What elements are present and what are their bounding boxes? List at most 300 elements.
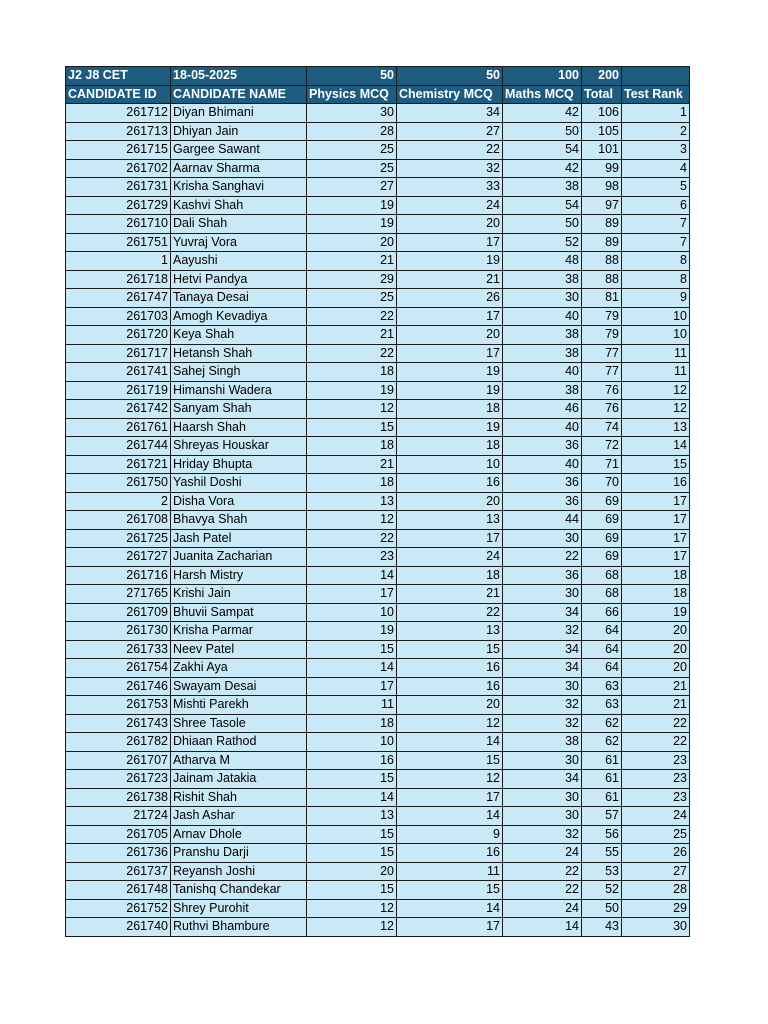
test-rank-cell[interactable]: 9 — [622, 289, 690, 308]
candidate-name-cell[interactable]: Hetansh Shah — [171, 344, 307, 363]
test-rank-cell[interactable]: 7 — [622, 233, 690, 252]
test-rank-cell[interactable]: 8 — [622, 252, 690, 271]
chemistry-score-cell[interactable]: 20 — [397, 696, 503, 715]
maths-score-cell[interactable]: 34 — [503, 640, 582, 659]
physics-score-cell[interactable]: 14 — [307, 566, 397, 585]
candidate-name-cell[interactable]: Shree Tasole — [171, 714, 307, 733]
candidate-id-cell[interactable]: 261747 — [66, 289, 171, 308]
physics-score-cell[interactable]: 11 — [307, 696, 397, 715]
total-score-cell[interactable]: 101 — [582, 141, 622, 160]
total-score-cell[interactable]: 76 — [582, 400, 622, 419]
physics-score-cell[interactable]: 29 — [307, 270, 397, 289]
maths-score-cell[interactable]: 34 — [503, 770, 582, 789]
chemistry-score-cell[interactable]: 13 — [397, 622, 503, 641]
total-max-cell[interactable]: 200 — [582, 67, 622, 86]
test-rank-cell[interactable]: 3 — [622, 141, 690, 160]
chemistry-score-cell[interactable]: 26 — [397, 289, 503, 308]
candidate-name-cell[interactable]: Gargee Sawant — [171, 141, 307, 160]
maths-score-cell[interactable]: 36 — [503, 437, 582, 456]
total-score-cell[interactable]: 64 — [582, 640, 622, 659]
test-rank-cell[interactable]: 17 — [622, 511, 690, 530]
total-score-cell[interactable]: 61 — [582, 788, 622, 807]
physics-score-cell[interactable]: 12 — [307, 511, 397, 530]
maths-score-cell[interactable]: 38 — [503, 381, 582, 400]
chemistry-score-cell[interactable]: 14 — [397, 899, 503, 918]
candidate-id-cell[interactable]: 1 — [66, 252, 171, 271]
column-header-physics[interactable]: Physics MCQ — [307, 85, 397, 104]
candidate-id-cell[interactable]: 261743 — [66, 714, 171, 733]
candidate-name-cell[interactable]: Pranshu Darji — [171, 844, 307, 863]
maths-score-cell[interactable]: 36 — [503, 492, 582, 511]
candidate-name-cell[interactable]: Bhavya Shah — [171, 511, 307, 530]
physics-score-cell[interactable]: 16 — [307, 751, 397, 770]
physics-score-cell[interactable]: 12 — [307, 899, 397, 918]
total-score-cell[interactable]: 89 — [582, 215, 622, 234]
candidate-id-cell[interactable]: 261753 — [66, 696, 171, 715]
candidate-name-cell[interactable]: Yashil Doshi — [171, 474, 307, 493]
candidate-name-cell[interactable]: Jash Ashar — [171, 807, 307, 826]
test-rank-cell[interactable]: 19 — [622, 603, 690, 622]
physics-score-cell[interactable]: 10 — [307, 603, 397, 622]
maths-score-cell[interactable]: 30 — [503, 788, 582, 807]
maths-score-cell[interactable]: 34 — [503, 659, 582, 678]
test-rank-cell[interactable]: 25 — [622, 825, 690, 844]
candidate-name-cell[interactable]: Sanyam Shah — [171, 400, 307, 419]
chemistry-score-cell[interactable]: 32 — [397, 159, 503, 178]
candidate-name-cell[interactable]: Aayushi — [171, 252, 307, 271]
physics-score-cell[interactable]: 12 — [307, 400, 397, 419]
candidate-name-cell[interactable]: Shrey Purohit — [171, 899, 307, 918]
maths-score-cell[interactable]: 52 — [503, 233, 582, 252]
total-score-cell[interactable]: 53 — [582, 862, 622, 881]
test-rank-cell[interactable]: 15 — [622, 455, 690, 474]
candidate-name-cell[interactable]: Tanishq Chandekar — [171, 881, 307, 900]
candidate-name-cell[interactable]: Shreyas Houskar — [171, 437, 307, 456]
chemistry-score-cell[interactable]: 27 — [397, 122, 503, 141]
physics-score-cell[interactable]: 21 — [307, 326, 397, 345]
candidate-id-cell[interactable]: 261752 — [66, 899, 171, 918]
candidate-id-cell[interactable]: 261741 — [66, 363, 171, 382]
maths-score-cell[interactable]: 54 — [503, 196, 582, 215]
test-rank-cell[interactable]: 5 — [622, 178, 690, 197]
physics-score-cell[interactable]: 18 — [307, 437, 397, 456]
column-header-test-rank[interactable]: Test Rank — [622, 85, 690, 104]
candidate-id-cell[interactable]: 261703 — [66, 307, 171, 326]
physics-score-cell[interactable]: 19 — [307, 622, 397, 641]
candidate-name-cell[interactable]: Jainam Jatakia — [171, 770, 307, 789]
candidate-name-cell[interactable]: Sahej Singh — [171, 363, 307, 382]
chemistry-score-cell[interactable]: 10 — [397, 455, 503, 474]
candidate-id-cell[interactable]: 261720 — [66, 326, 171, 345]
column-header-candidate-id[interactable]: CANDIDATE ID — [66, 85, 171, 104]
total-score-cell[interactable]: 69 — [582, 548, 622, 567]
physics-score-cell[interactable]: 25 — [307, 289, 397, 308]
chemistry-score-cell[interactable]: 9 — [397, 825, 503, 844]
maths-score-cell[interactable]: 30 — [503, 751, 582, 770]
total-score-cell[interactable]: 64 — [582, 622, 622, 641]
chemistry-score-cell[interactable]: 19 — [397, 418, 503, 437]
candidate-id-cell[interactable]: 261750 — [66, 474, 171, 493]
maths-score-cell[interactable]: 54 — [503, 141, 582, 160]
physics-score-cell[interactable]: 18 — [307, 714, 397, 733]
chemistry-score-cell[interactable]: 20 — [397, 492, 503, 511]
candidate-id-cell[interactable]: 261729 — [66, 196, 171, 215]
physics-score-cell[interactable]: 21 — [307, 252, 397, 271]
test-rank-cell[interactable]: 20 — [622, 640, 690, 659]
maths-score-cell[interactable]: 42 — [503, 159, 582, 178]
chemistry-score-cell[interactable]: 22 — [397, 603, 503, 622]
candidate-name-cell[interactable]: Atharva M — [171, 751, 307, 770]
physics-score-cell[interactable]: 17 — [307, 585, 397, 604]
candidate-id-cell[interactable]: 261719 — [66, 381, 171, 400]
chemistry-score-cell[interactable]: 12 — [397, 714, 503, 733]
candidate-id-cell[interactable]: 261738 — [66, 788, 171, 807]
chemistry-score-cell[interactable]: 21 — [397, 270, 503, 289]
maths-score-cell[interactable]: 14 — [503, 918, 582, 937]
test-rank-cell[interactable]: 29 — [622, 899, 690, 918]
total-score-cell[interactable]: 81 — [582, 289, 622, 308]
test-rank-cell[interactable]: 12 — [622, 381, 690, 400]
candidate-name-cell[interactable]: Hriday Bhupta — [171, 455, 307, 474]
candidate-id-cell[interactable]: 261740 — [66, 918, 171, 937]
physics-score-cell[interactable]: 22 — [307, 344, 397, 363]
total-score-cell[interactable]: 71 — [582, 455, 622, 474]
physics-score-cell[interactable]: 23 — [307, 548, 397, 567]
total-score-cell[interactable]: 62 — [582, 714, 622, 733]
maths-score-cell[interactable]: 34 — [503, 603, 582, 622]
total-score-cell[interactable]: 56 — [582, 825, 622, 844]
physics-score-cell[interactable]: 12 — [307, 918, 397, 937]
candidate-id-cell[interactable]: 261730 — [66, 622, 171, 641]
test-date-cell[interactable]: 18-05-2025 — [171, 67, 307, 86]
candidate-name-cell[interactable]: Yuvraj Vora — [171, 233, 307, 252]
candidate-id-cell[interactable]: 261744 — [66, 437, 171, 456]
chemistry-score-cell[interactable]: 24 — [397, 196, 503, 215]
chemistry-score-cell[interactable]: 15 — [397, 881, 503, 900]
candidate-id-cell[interactable]: 261712 — [66, 104, 171, 123]
maths-score-cell[interactable]: 30 — [503, 807, 582, 826]
physics-score-cell[interactable]: 22 — [307, 529, 397, 548]
chemistry-score-cell[interactable]: 11 — [397, 862, 503, 881]
chemistry-score-cell[interactable]: 19 — [397, 381, 503, 400]
chemistry-score-cell[interactable]: 12 — [397, 770, 503, 789]
total-score-cell[interactable]: 89 — [582, 233, 622, 252]
total-score-cell[interactable]: 69 — [582, 492, 622, 511]
total-score-cell[interactable]: 79 — [582, 307, 622, 326]
chemistry-score-cell[interactable]: 17 — [397, 529, 503, 548]
physics-score-cell[interactable]: 15 — [307, 418, 397, 437]
test-rank-cell[interactable]: 20 — [622, 622, 690, 641]
physics-score-cell[interactable]: 21 — [307, 455, 397, 474]
candidate-id-cell[interactable]: 21724 — [66, 807, 171, 826]
candidate-name-cell[interactable]: Dhiyan Jain — [171, 122, 307, 141]
chemistry-score-cell[interactable]: 19 — [397, 363, 503, 382]
candidate-name-cell[interactable]: Krisha Sanghavi — [171, 178, 307, 197]
test-name-cell[interactable]: J2 J8 CET — [66, 67, 171, 86]
candidate-id-cell[interactable]: 261716 — [66, 566, 171, 585]
physics-score-cell[interactable]: 15 — [307, 770, 397, 789]
chemistry-max-cell[interactable]: 50 — [397, 67, 503, 86]
test-rank-cell[interactable]: 20 — [622, 659, 690, 678]
chemistry-score-cell[interactable]: 18 — [397, 566, 503, 585]
candidate-id-cell[interactable]: 261710 — [66, 215, 171, 234]
physics-score-cell[interactable]: 19 — [307, 215, 397, 234]
test-rank-cell[interactable]: 16 — [622, 474, 690, 493]
test-rank-cell[interactable]: 28 — [622, 881, 690, 900]
maths-score-cell[interactable]: 38 — [503, 733, 582, 752]
total-score-cell[interactable]: 66 — [582, 603, 622, 622]
maths-score-cell[interactable]: 50 — [503, 122, 582, 141]
test-rank-cell[interactable]: 11 — [622, 344, 690, 363]
candidate-id-cell[interactable]: 261733 — [66, 640, 171, 659]
candidate-name-cell[interactable]: Swayam Desai — [171, 677, 307, 696]
physics-score-cell[interactable]: 19 — [307, 381, 397, 400]
candidate-name-cell[interactable]: Disha Vora — [171, 492, 307, 511]
physics-score-cell[interactable]: 19 — [307, 196, 397, 215]
candidate-id-cell[interactable]: 261748 — [66, 881, 171, 900]
maths-score-cell[interactable]: 40 — [503, 418, 582, 437]
candidate-id-cell[interactable]: 261746 — [66, 677, 171, 696]
candidate-id-cell[interactable]: 261715 — [66, 141, 171, 160]
candidate-id-cell[interactable]: 261725 — [66, 529, 171, 548]
candidate-name-cell[interactable]: Rishit Shah — [171, 788, 307, 807]
physics-score-cell[interactable]: 15 — [307, 825, 397, 844]
total-score-cell[interactable]: 61 — [582, 751, 622, 770]
candidate-name-cell[interactable]: Krishi Jain — [171, 585, 307, 604]
chemistry-score-cell[interactable]: 15 — [397, 640, 503, 659]
physics-score-cell[interactable]: 15 — [307, 640, 397, 659]
candidate-name-cell[interactable]: Mishti Parekh — [171, 696, 307, 715]
maths-score-cell[interactable]: 22 — [503, 881, 582, 900]
maths-score-cell[interactable]: 46 — [503, 400, 582, 419]
candidate-id-cell[interactable]: 261717 — [66, 344, 171, 363]
physics-score-cell[interactable]: 20 — [307, 862, 397, 881]
maths-score-cell[interactable]: 50 — [503, 215, 582, 234]
total-score-cell[interactable]: 57 — [582, 807, 622, 826]
test-rank-cell[interactable]: 30 — [622, 918, 690, 937]
chemistry-score-cell[interactable]: 20 — [397, 215, 503, 234]
maths-score-cell[interactable]: 32 — [503, 622, 582, 641]
total-score-cell[interactable]: 106 — [582, 104, 622, 123]
total-score-cell[interactable]: 68 — [582, 566, 622, 585]
total-score-cell[interactable]: 76 — [582, 381, 622, 400]
test-rank-cell[interactable]: 10 — [622, 307, 690, 326]
maths-score-cell[interactable]: 30 — [503, 529, 582, 548]
candidate-id-cell[interactable]: 261708 — [66, 511, 171, 530]
maths-score-cell[interactable]: 48 — [503, 252, 582, 271]
candidate-name-cell[interactable]: Krisha Parmar — [171, 622, 307, 641]
column-header-maths[interactable]: Maths MCQ — [503, 85, 582, 104]
candidate-id-cell[interactable]: 261731 — [66, 178, 171, 197]
test-rank-cell[interactable]: 18 — [622, 585, 690, 604]
candidate-name-cell[interactable]: Zakhi Aya — [171, 659, 307, 678]
maths-score-cell[interactable]: 36 — [503, 474, 582, 493]
total-score-cell[interactable]: 69 — [582, 529, 622, 548]
candidate-name-cell[interactable]: Bhuvii Sampat — [171, 603, 307, 622]
candidate-id-cell[interactable]: 261737 — [66, 862, 171, 881]
test-rank-cell[interactable]: 23 — [622, 788, 690, 807]
candidate-id-cell[interactable]: 261705 — [66, 825, 171, 844]
physics-score-cell[interactable]: 15 — [307, 844, 397, 863]
total-score-cell[interactable]: 52 — [582, 881, 622, 900]
candidate-name-cell[interactable]: Reyansh Joshi — [171, 862, 307, 881]
physics-score-cell[interactable]: 10 — [307, 733, 397, 752]
chemistry-score-cell[interactable]: 34 — [397, 104, 503, 123]
test-rank-cell[interactable]: 17 — [622, 548, 690, 567]
rank-blank-cell[interactable] — [622, 67, 690, 86]
test-rank-cell[interactable]: 22 — [622, 733, 690, 752]
test-rank-cell[interactable]: 12 — [622, 400, 690, 419]
chemistry-score-cell[interactable]: 17 — [397, 788, 503, 807]
chemistry-score-cell[interactable]: 14 — [397, 807, 503, 826]
total-score-cell[interactable]: 55 — [582, 844, 622, 863]
maths-score-cell[interactable]: 38 — [503, 344, 582, 363]
total-score-cell[interactable]: 98 — [582, 178, 622, 197]
chemistry-score-cell[interactable]: 16 — [397, 844, 503, 863]
maths-score-cell[interactable]: 30 — [503, 677, 582, 696]
total-score-cell[interactable]: 69 — [582, 511, 622, 530]
physics-score-cell[interactable]: 14 — [307, 788, 397, 807]
physics-score-cell[interactable]: 20 — [307, 233, 397, 252]
chemistry-score-cell[interactable]: 15 — [397, 751, 503, 770]
candidate-name-cell[interactable]: Tanaya Desai — [171, 289, 307, 308]
total-score-cell[interactable]: 105 — [582, 122, 622, 141]
physics-score-cell[interactable]: 18 — [307, 474, 397, 493]
total-score-cell[interactable]: 99 — [582, 159, 622, 178]
candidate-name-cell[interactable]: Arnav Dhole — [171, 825, 307, 844]
physics-score-cell[interactable]: 13 — [307, 492, 397, 511]
maths-score-cell[interactable]: 32 — [503, 714, 582, 733]
test-rank-cell[interactable]: 1 — [622, 104, 690, 123]
physics-score-cell[interactable]: 28 — [307, 122, 397, 141]
candidate-id-cell[interactable]: 2 — [66, 492, 171, 511]
test-rank-cell[interactable]: 7 — [622, 215, 690, 234]
total-score-cell[interactable]: 77 — [582, 344, 622, 363]
maths-score-cell[interactable]: 38 — [503, 270, 582, 289]
candidate-name-cell[interactable]: Juanita Zacharian — [171, 548, 307, 567]
chemistry-score-cell[interactable]: 16 — [397, 677, 503, 696]
chemistry-score-cell[interactable]: 14 — [397, 733, 503, 752]
total-score-cell[interactable]: 43 — [582, 918, 622, 937]
candidate-id-cell[interactable]: 261754 — [66, 659, 171, 678]
total-score-cell[interactable]: 68 — [582, 585, 622, 604]
total-score-cell[interactable]: 77 — [582, 363, 622, 382]
chemistry-score-cell[interactable]: 22 — [397, 141, 503, 160]
candidate-name-cell[interactable]: Kashvi Shah — [171, 196, 307, 215]
candidate-id-cell[interactable]: 261723 — [66, 770, 171, 789]
chemistry-score-cell[interactable]: 16 — [397, 659, 503, 678]
physics-score-cell[interactable]: 25 — [307, 141, 397, 160]
test-rank-cell[interactable]: 13 — [622, 418, 690, 437]
chemistry-score-cell[interactable]: 17 — [397, 233, 503, 252]
physics-score-cell[interactable]: 25 — [307, 159, 397, 178]
chemistry-score-cell[interactable]: 33 — [397, 178, 503, 197]
chemistry-score-cell[interactable]: 18 — [397, 400, 503, 419]
candidate-id-cell[interactable]: 261727 — [66, 548, 171, 567]
maths-score-cell[interactable]: 30 — [503, 289, 582, 308]
test-rank-cell[interactable]: 17 — [622, 492, 690, 511]
total-score-cell[interactable]: 88 — [582, 252, 622, 271]
candidate-name-cell[interactable]: Dhiaan Rathod — [171, 733, 307, 752]
maths-score-cell[interactable]: 22 — [503, 548, 582, 567]
total-score-cell[interactable]: 97 — [582, 196, 622, 215]
chemistry-score-cell[interactable]: 17 — [397, 344, 503, 363]
test-rank-cell[interactable]: 21 — [622, 696, 690, 715]
candidate-id-cell[interactable]: 261736 — [66, 844, 171, 863]
physics-score-cell[interactable]: 17 — [307, 677, 397, 696]
candidate-id-cell[interactable]: 261721 — [66, 455, 171, 474]
total-score-cell[interactable]: 88 — [582, 270, 622, 289]
test-rank-cell[interactable]: 22 — [622, 714, 690, 733]
column-header-chemistry[interactable]: Chemistry MCQ — [397, 85, 503, 104]
candidate-id-cell[interactable]: 261707 — [66, 751, 171, 770]
total-score-cell[interactable]: 61 — [582, 770, 622, 789]
test-rank-cell[interactable]: 24 — [622, 807, 690, 826]
candidate-name-cell[interactable]: Jash Patel — [171, 529, 307, 548]
candidate-name-cell[interactable]: Hetvi Pandya — [171, 270, 307, 289]
test-rank-cell[interactable]: 18 — [622, 566, 690, 585]
chemistry-score-cell[interactable]: 18 — [397, 437, 503, 456]
column-header-total[interactable]: Total — [582, 85, 622, 104]
total-score-cell[interactable]: 79 — [582, 326, 622, 345]
chemistry-score-cell[interactable]: 19 — [397, 252, 503, 271]
chemistry-score-cell[interactable]: 20 — [397, 326, 503, 345]
maths-score-cell[interactable]: 30 — [503, 585, 582, 604]
candidate-name-cell[interactable]: Neev Patel — [171, 640, 307, 659]
candidate-id-cell[interactable]: 261782 — [66, 733, 171, 752]
maths-score-cell[interactable]: 38 — [503, 178, 582, 197]
test-rank-cell[interactable]: 21 — [622, 677, 690, 696]
chemistry-score-cell[interactable]: 17 — [397, 307, 503, 326]
maths-score-cell[interactable]: 32 — [503, 696, 582, 715]
physics-max-cell[interactable]: 50 — [307, 67, 397, 86]
maths-score-cell[interactable]: 24 — [503, 899, 582, 918]
total-score-cell[interactable]: 63 — [582, 677, 622, 696]
physics-score-cell[interactable]: 15 — [307, 881, 397, 900]
candidate-name-cell[interactable]: Himanshi Wadera — [171, 381, 307, 400]
physics-score-cell[interactable]: 13 — [307, 807, 397, 826]
maths-score-cell[interactable]: 40 — [503, 455, 582, 474]
maths-score-cell[interactable]: 36 — [503, 566, 582, 585]
maths-score-cell[interactable]: 44 — [503, 511, 582, 530]
candidate-id-cell[interactable]: 261761 — [66, 418, 171, 437]
candidate-id-cell[interactable]: 261742 — [66, 400, 171, 419]
test-rank-cell[interactable]: 14 — [622, 437, 690, 456]
maths-score-cell[interactable]: 42 — [503, 104, 582, 123]
maths-max-cell[interactable]: 100 — [503, 67, 582, 86]
physics-score-cell[interactable]: 27 — [307, 178, 397, 197]
total-score-cell[interactable]: 50 — [582, 899, 622, 918]
maths-score-cell[interactable]: 38 — [503, 326, 582, 345]
total-score-cell[interactable]: 62 — [582, 733, 622, 752]
physics-score-cell[interactable]: 30 — [307, 104, 397, 123]
maths-score-cell[interactable]: 22 — [503, 862, 582, 881]
candidate-name-cell[interactable]: Harsh Mistry — [171, 566, 307, 585]
test-rank-cell[interactable]: 8 — [622, 270, 690, 289]
test-rank-cell[interactable]: 11 — [622, 363, 690, 382]
candidate-name-cell[interactable]: Aarnav Sharma — [171, 159, 307, 178]
candidate-name-cell[interactable]: Keya Shah — [171, 326, 307, 345]
test-rank-cell[interactable]: 10 — [622, 326, 690, 345]
maths-score-cell[interactable]: 24 — [503, 844, 582, 863]
test-rank-cell[interactable]: 4 — [622, 159, 690, 178]
total-score-cell[interactable]: 63 — [582, 696, 622, 715]
total-score-cell[interactable]: 70 — [582, 474, 622, 493]
chemistry-score-cell[interactable]: 17 — [397, 918, 503, 937]
maths-score-cell[interactable]: 40 — [503, 307, 582, 326]
total-score-cell[interactable]: 64 — [582, 659, 622, 678]
candidate-id-cell[interactable]: 261718 — [66, 270, 171, 289]
